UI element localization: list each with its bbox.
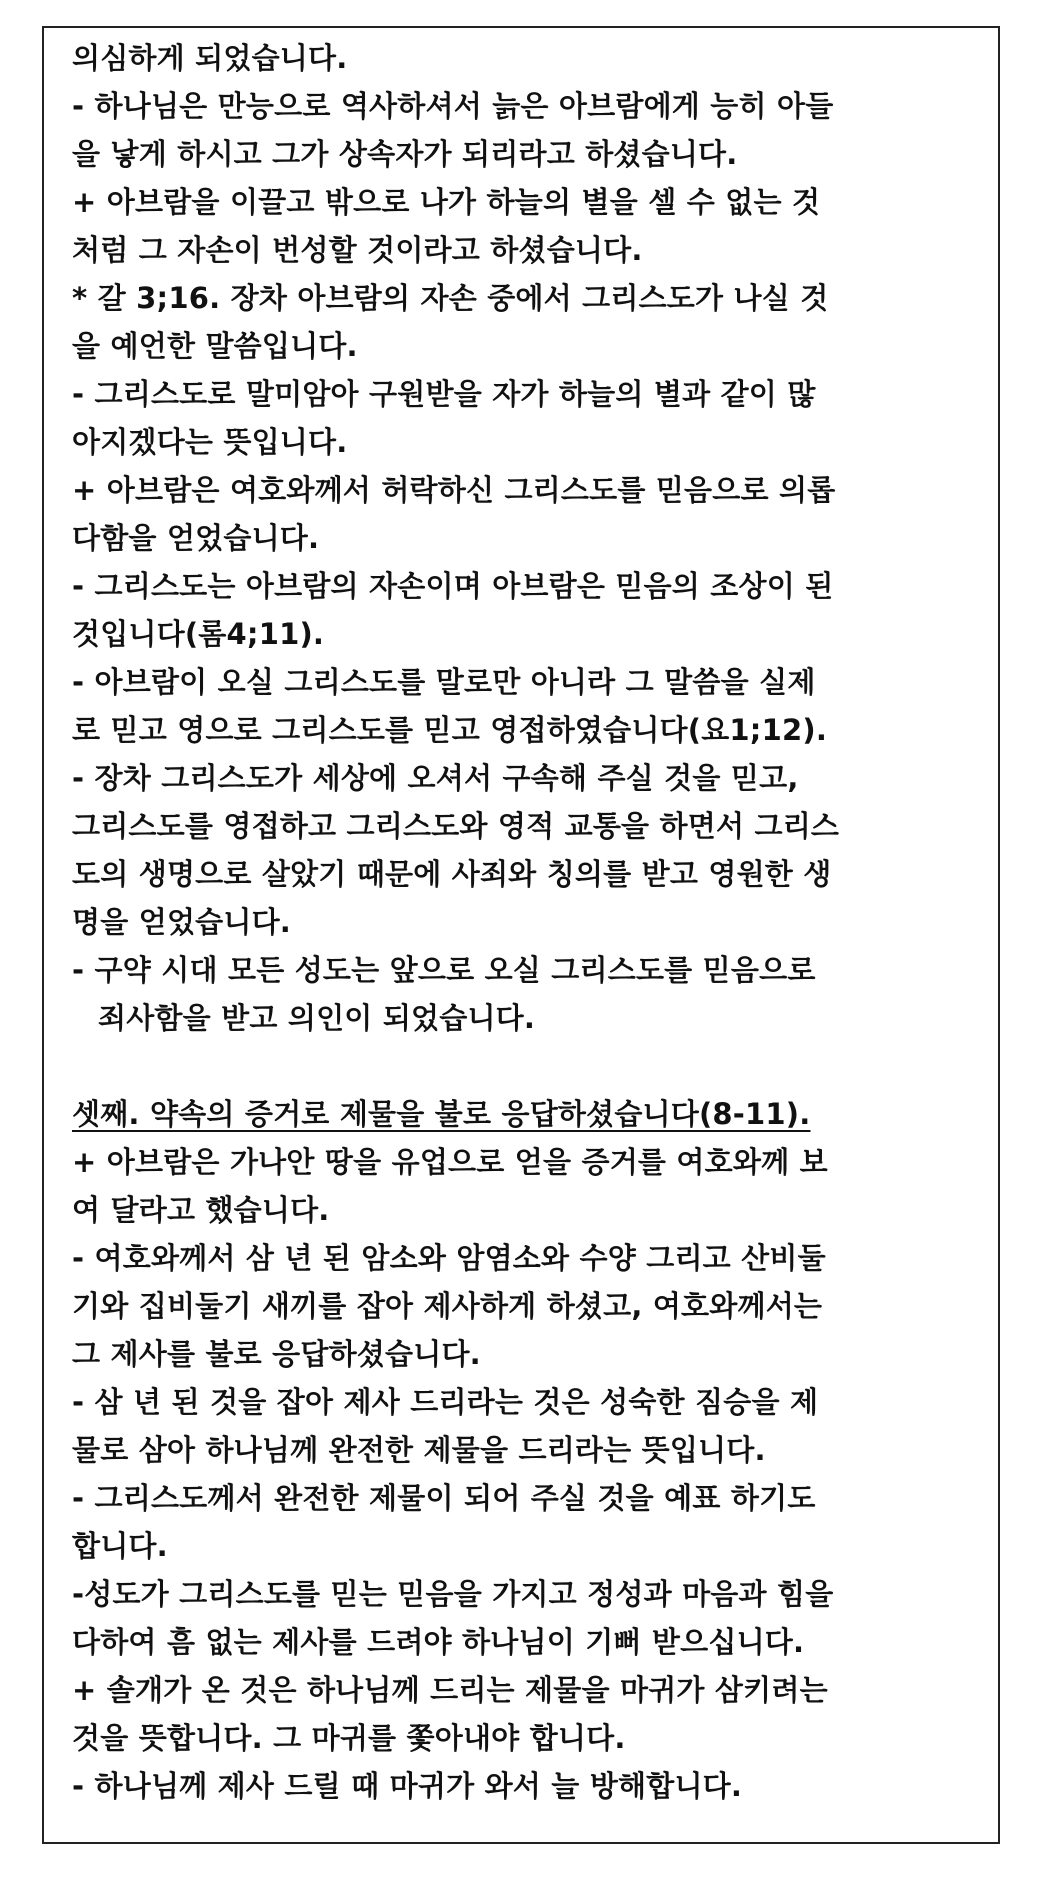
text-line: 명을 얻었습니다.	[72, 905, 292, 939]
text-line: 의심하게 되었습니다.	[72, 41, 348, 75]
text-line: 여 달라고 했습니다.	[72, 1193, 330, 1227]
text-line: 을 예언한 말씀입니다.	[72, 329, 358, 363]
text-line: + 아브람을 이끌고 밖으로 나가 하늘의 별을 셀 수 없는 것	[72, 185, 821, 219]
text-line: 로 믿고 영으로 그리스도를 믿고 영접하였습니다(요1;12).	[72, 713, 828, 747]
text-line: * 갈 3;16. 장차 아브람의 자손 중에서 그리스도가 나실 것	[72, 281, 829, 315]
text-line: 그리스도를 영접하고 그리스도와 영적 교통을 하면서 그리스	[72, 809, 840, 843]
text-line: 도의 생명으로 살았기 때문에 사죄와 칭의를 받고 영원한 생	[72, 857, 832, 891]
text-line: - 그리스도로 말미암아 구원받을 자가 하늘의 별과 같이 많	[72, 377, 816, 411]
text-line: + 솔개가 온 것은 하나님께 드리는 제물을 마귀가 삼키려는	[72, 1673, 828, 1707]
text-line: 죄사함을 받고 의인이 되었습니다.	[98, 1001, 536, 1035]
text-line: - 하나님은 만능으로 역사하셔서 늙은 아브람에게 능히 아들	[72, 89, 834, 123]
text-line: 아지겠다는 뜻입니다.	[72, 425, 348, 459]
text-line: - 그리스도는 아브람의 자손이며 아브람은 믿음의 조상이 된	[72, 569, 834, 603]
text-line: 다함을 얻었습니다.	[72, 521, 320, 555]
section-heading-text: 셋째. 약속의 증거로 제물을 불로 응답하셨습니다(8-11).	[72, 1097, 811, 1131]
text-line: 처럼 그 자손이 번성할 것이라고 하셨습니다.	[72, 233, 643, 267]
text-line: 기와 집비둘기 새끼를 잡아 제사하게 하셨고, 여호와께서는	[72, 1289, 823, 1323]
text-line: - 그리스도께서 완전한 제물이 되어 주실 것을 예표 하기도	[72, 1481, 816, 1515]
text-line: 을 낳게 하시고 그가 상속자가 되리라고 하셨습니다.	[72, 137, 738, 171]
text-line: - 아브람이 오실 그리스도를 말로만 아니라 그 말씀을 실제	[72, 665, 816, 699]
text-line: 합니다.	[72, 1529, 168, 1563]
text-line: - 여호와께서 삼 년 된 암소와 암염소와 수양 그리고 산비둘	[72, 1241, 826, 1275]
blank-line	[72, 1042, 977, 1090]
section-heading	[72, 1090, 977, 1138]
text-line: 것을 뜻합니다. 그 마귀를 쫓아내야 합니다.	[72, 1721, 626, 1755]
text-line: + 아브람은 여호와께서 허락하신 그리스도를 믿음으로 의롭	[72, 473, 836, 507]
document-body	[72, 34, 977, 1810]
text-line: - 장차 그리스도가 세상에 오셔서 구속해 주실 것을 믿고,	[72, 761, 799, 795]
text-line: - 삼 년 된 것을 잡아 제사 드리라는 것은 성숙한 짐승을 제	[72, 1385, 819, 1419]
text-line: 다하여 흠 없는 제사를 드려야 하나님이 기뻐 받으십니다.	[72, 1625, 805, 1659]
text-line: - 구약 시대 모든 성도는 앞으로 오실 그리스도를 믿음으로	[72, 953, 816, 987]
text-line: - 하나님께 제사 드릴 때 마귀가 와서 늘 방해합니다.	[72, 1769, 743, 1803]
text-line: 물로 삼아 하나님께 완전한 제물을 드리라는 뜻입니다.	[72, 1433, 766, 1467]
text-line: + 아브람은 가나안 땅을 유업으로 얻을 증거를 여호와께 보	[72, 1145, 828, 1179]
text-line: 것입니다(롬4;11).	[72, 617, 325, 651]
text-line: 그 제사를 불로 응답하셨습니다.	[72, 1337, 481, 1371]
text-line: -성도가 그리스도를 믿는 믿음을 가지고 정성과 마음과 힘을	[72, 1577, 834, 1611]
